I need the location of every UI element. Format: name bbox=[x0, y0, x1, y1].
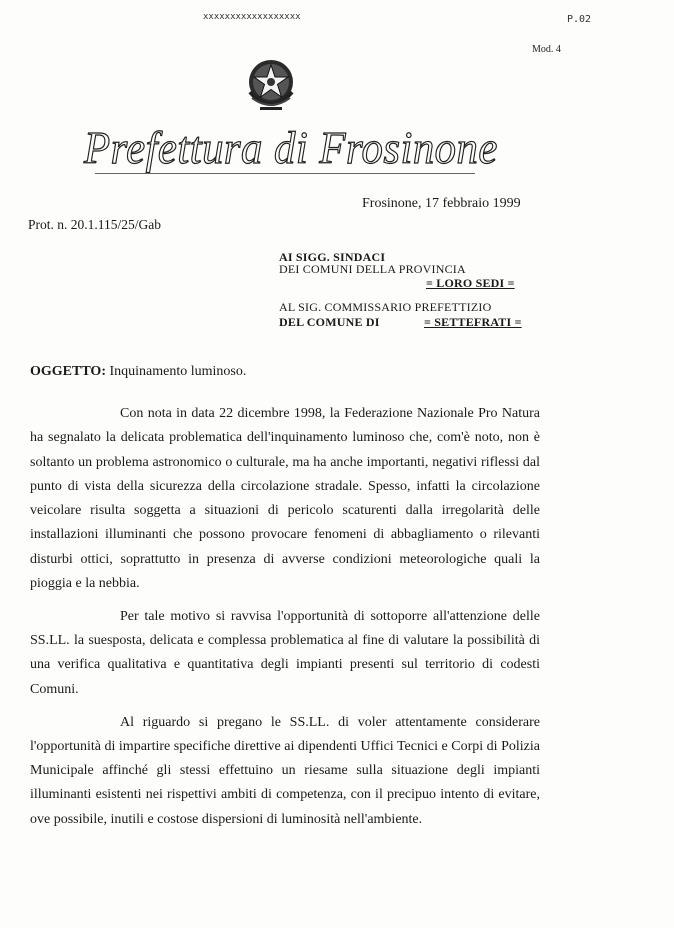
addressee-2-line-1: AL SIG. COMMISSARIO PREFETTIZIO bbox=[279, 300, 492, 314]
subject-line bbox=[30, 364, 246, 380]
addressee-2-line-2-prefix: DEL COMUNE DI bbox=[279, 315, 380, 329]
body-paragraph-3: Al riguardo si pregano le SS.LL. di voler attentamente considerare l'opportunità di impartire specifiche direttive ai dipendenti Uffici Tecnici e Corpi di Polizia Municipale affinché gli stessi effettuino un riesame sulla situazione degli impianti illuminanti esistenti nei rispettivi ambiti di competenza, con il precipuo intento di evitare, ove possibile, inutili e costose dispersioni di luminosità nell'ambiente. bbox=[30, 714, 540, 827]
page-number: P.02 bbox=[567, 14, 592, 25]
prefecture-heading: Prefettura di Frosinone bbox=[84, 123, 498, 173]
subject-text: Inquinamento luminoso. bbox=[109, 364, 247, 379]
date-line: Frosinone, 17 febbraio 1999 bbox=[362, 196, 521, 211]
addressee-2-place: = SETTEFRATI = bbox=[424, 315, 522, 329]
heading-underline bbox=[95, 173, 475, 174]
republic-emblem-icon bbox=[240, 52, 302, 116]
body-paragraph-1: Con nota in data 22 dicembre 1998, la Federazione Nazionale Pro Natura ha segnalato la delicata problematica dell'inquinamento luminoso che, com'è noto, non è soltanto un problema astronomico o culturale, ma ha anche importanti, negativi riflessi dal punto di vista della sicurezza della circolazione stradale. Spesso, infatti la circolazione veicolare risulta soggetta a situazioni di pericolo scaturenti dalla irregolarità delle installazioni illuminanti che possono provocare fenomeni di abbagliamento o rilevanti disturbi ottici, soprattutto in presenza di avverse condizioni meteorologiche quali la pioggia e la nebbia. bbox=[30, 406, 540, 592]
letter-body bbox=[30, 402, 540, 841]
addressee-1-line-1: AI SIGG. SINDACI bbox=[279, 250, 386, 264]
subject-label: OGGETTO: bbox=[30, 364, 106, 379]
body-paragraph-2: Per tale motivo si ravvisa l'opportunità di sottoporre all'attenzione delle SS.LL. la suesposta, delicata e complessa problematica al fine di valutare la possibilità di una verifica qualitativa e quantitativa degli impianti presenti sul territorio di codesti Comuni. bbox=[30, 608, 540, 697]
form-code: Mod. 4 bbox=[532, 44, 561, 55]
addressee-1-line-2: DEI COMUNI DELLA PROVINCIA bbox=[279, 262, 466, 276]
addressee-1-line-3: = LORO SEDI = bbox=[426, 276, 515, 290]
protocol-number: Prot. n. 20.1.115/25/Gab bbox=[28, 217, 161, 232]
fax-header-redacted: xxxxxxxxxxxxxxxxxx bbox=[203, 12, 301, 22]
